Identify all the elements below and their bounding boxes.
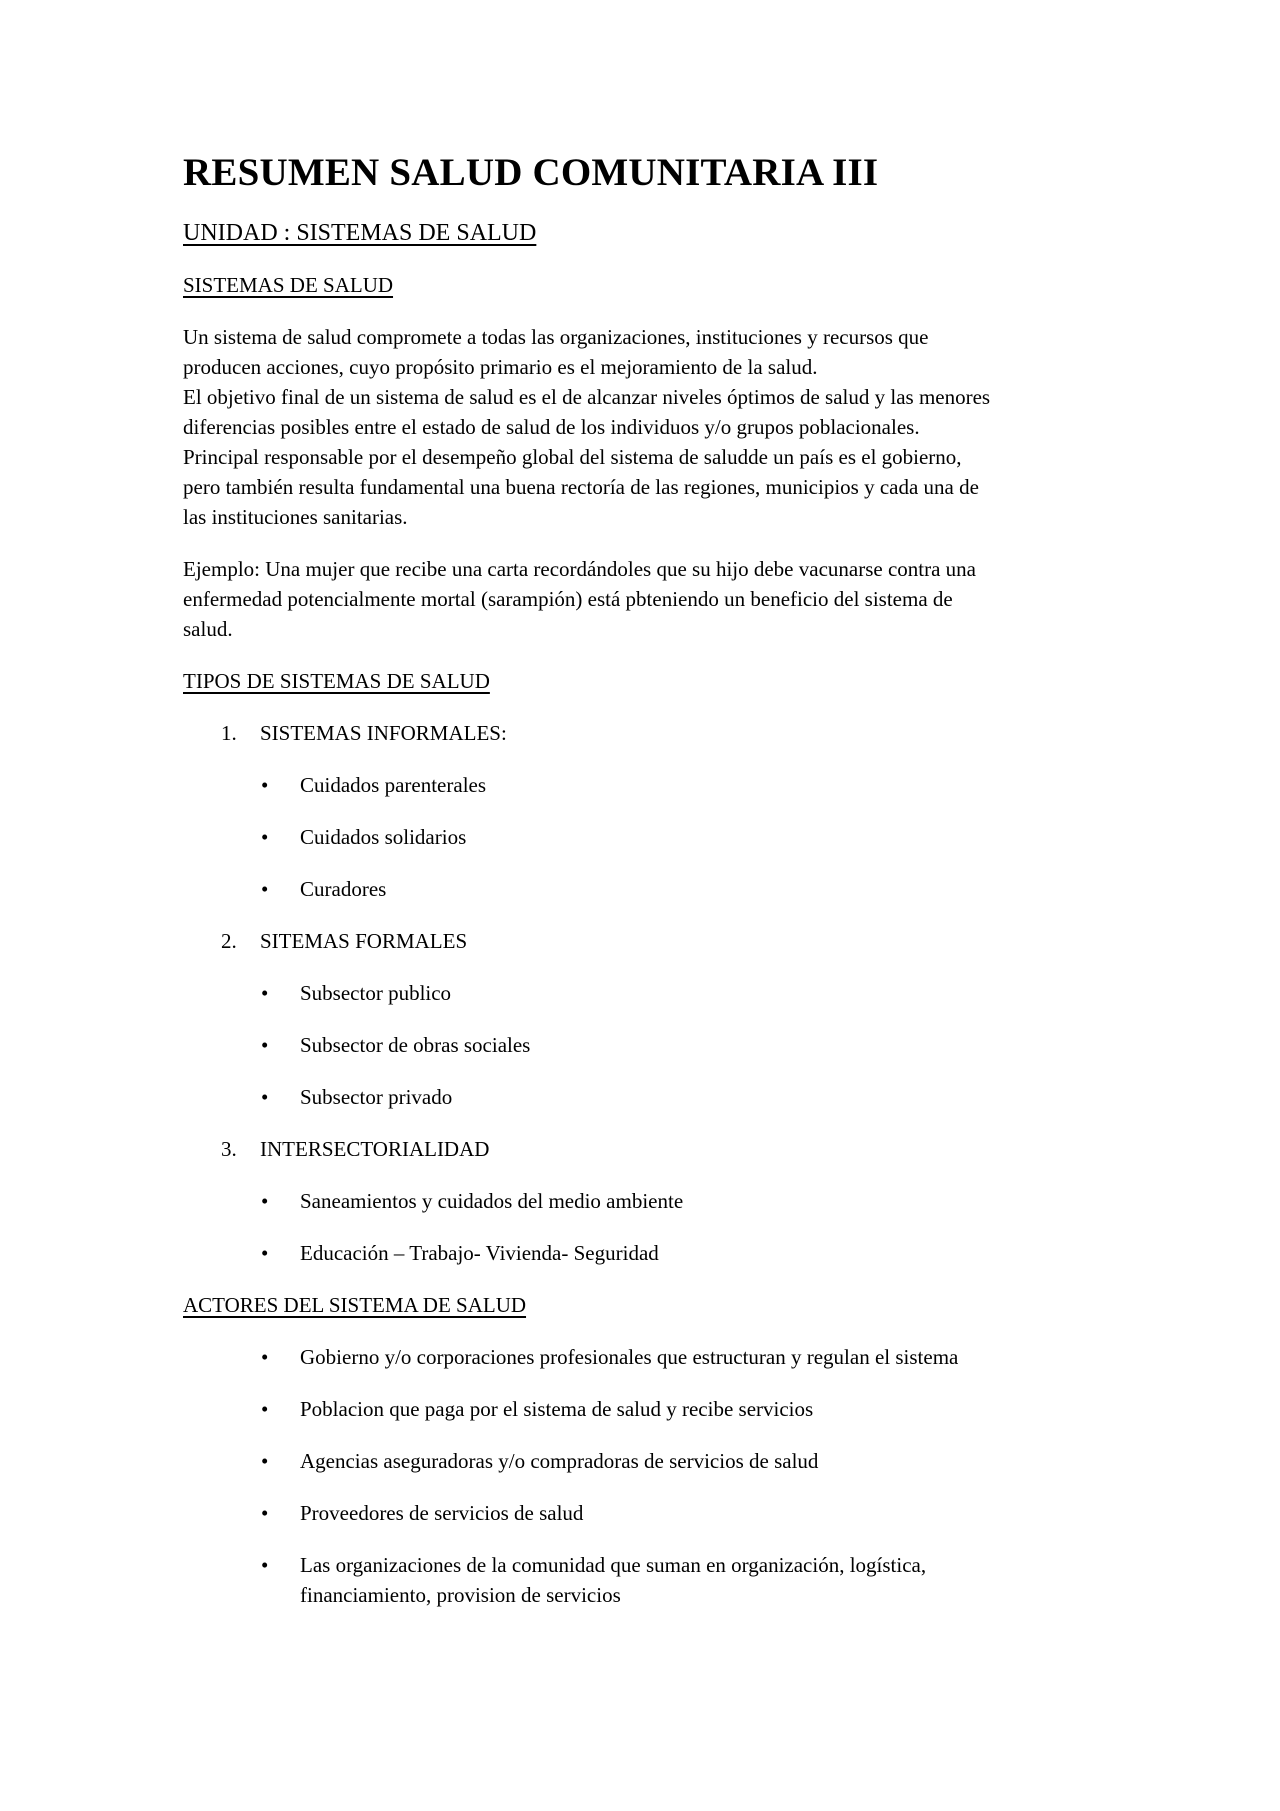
type-item	[183, 926, 1103, 1112]
type-item	[183, 718, 1103, 904]
type-label: INTERSECTORIALIDAD	[260, 1137, 490, 1161]
unit-heading: UNIDAD : SISTEMAS DE SALUD	[183, 220, 537, 246]
list-item: • Subsector de obras sociales	[183, 1030, 1103, 1060]
section-heading-actores: ACTORES DEL SISTEMA DE SALUD	[183, 1293, 527, 1317]
list-item: • Educación – Trabajo- Vivienda- Seguridad	[183, 1238, 1103, 1268]
bullet-icon: •	[261, 1397, 269, 1421]
list-item: • Proveedores de servicios de salud	[183, 1498, 1103, 1528]
type-number: 3.	[221, 1137, 237, 1161]
section-heading-tipos: TIPOS DE SISTEMAS DE SALUD	[183, 669, 490, 693]
document-content	[183, 148, 1103, 1610]
bullet-icon: •	[261, 1553, 269, 1577]
section-heading-sistemas: SISTEMAS DE SALUD	[183, 273, 394, 297]
paragraph-line: salud.	[183, 617, 233, 641]
paragraph-line: enfermedad potencialmente mortal (sarampión) está pbteniendo un beneficio del sistema de	[183, 587, 953, 611]
bullet-icon: •	[261, 1241, 269, 1265]
paragraph-line: las instituciones sanitarias.	[183, 505, 408, 529]
example-paragraph	[183, 554, 1103, 644]
bullet-icon: •	[261, 981, 269, 1005]
bullet-icon: •	[261, 773, 269, 797]
list-item: • Poblacion que paga por el sistema de salud y recibe servicios	[183, 1394, 1103, 1424]
type-sublist	[183, 770, 1103, 904]
paragraph-line: pero también resulta fundamental una buena rectoría de las regiones, municipios y cada una de	[183, 475, 979, 499]
paragraph-line: Un sistema de salud compromete a todas las organizaciones, instituciones y recursos que	[183, 325, 929, 349]
list-item: • Cuidados parenterales	[183, 770, 1103, 800]
definition-paragraph	[183, 322, 1103, 532]
bullet-icon: •	[261, 1345, 269, 1369]
bullet-icon: •	[261, 1449, 269, 1473]
list-item: • Saneamientos y cuidados del medio ambiente	[183, 1186, 1103, 1216]
paragraph-line: diferencias posibles entre el estado de salud de los individuos y/o grupos poblacionales.	[183, 415, 920, 439]
type-item	[183, 1134, 1103, 1268]
paragraph-line: Ejemplo: Una mujer que recibe una carta recordándoles que su hijo debe vacunarse contra una	[183, 557, 976, 581]
type-sublist	[183, 1186, 1103, 1268]
type-sublist	[183, 978, 1103, 1112]
bullet-icon: •	[261, 1033, 269, 1057]
list-item: • Gobierno y/o corporaciones profesionales que estructuran y regulan el sistema	[183, 1342, 1103, 1372]
types-list	[183, 718, 1103, 1268]
paragraph-line: El objetivo final de un sistema de salud es el de alcanzar niveles óptimos de salud y las menores	[183, 385, 991, 409]
type-number: 1.	[221, 721, 237, 745]
actors-list	[183, 1342, 1103, 1610]
list-item: • Curadores	[183, 874, 1103, 904]
bullet-icon: •	[261, 1085, 269, 1109]
bullet-icon: •	[261, 1501, 269, 1525]
type-number: 2.	[221, 929, 237, 953]
list-item: • Subsector publico	[183, 978, 1103, 1008]
list-item: • Cuidados solidarios	[183, 822, 1103, 852]
list-item: • Las organizaciones de la comunidad que suman en organización, logística, financiamiento, provision de servicios	[183, 1550, 1103, 1610]
list-item: • Subsector privado	[183, 1082, 1103, 1112]
bullet-icon: •	[261, 825, 269, 849]
paragraph-line: producen acciones, cuyo propósito primario es el mejoramiento de la salud.	[183, 355, 818, 379]
bullet-icon: •	[261, 877, 269, 901]
document-title: RESUMEN SALUD COMUNITARIA III	[183, 151, 879, 194]
type-label: SITEMAS FORMALES	[260, 929, 468, 953]
paragraph-line: Principal responsable por el desempeño global del sistema de saludde un país es el gobierno,	[183, 445, 962, 469]
list-item: • Agencias aseguradoras y/o compradoras de servicios de salud	[183, 1446, 1103, 1476]
bullet-icon: •	[261, 1189, 269, 1213]
type-label: SISTEMAS INFORMALES:	[260, 721, 507, 745]
